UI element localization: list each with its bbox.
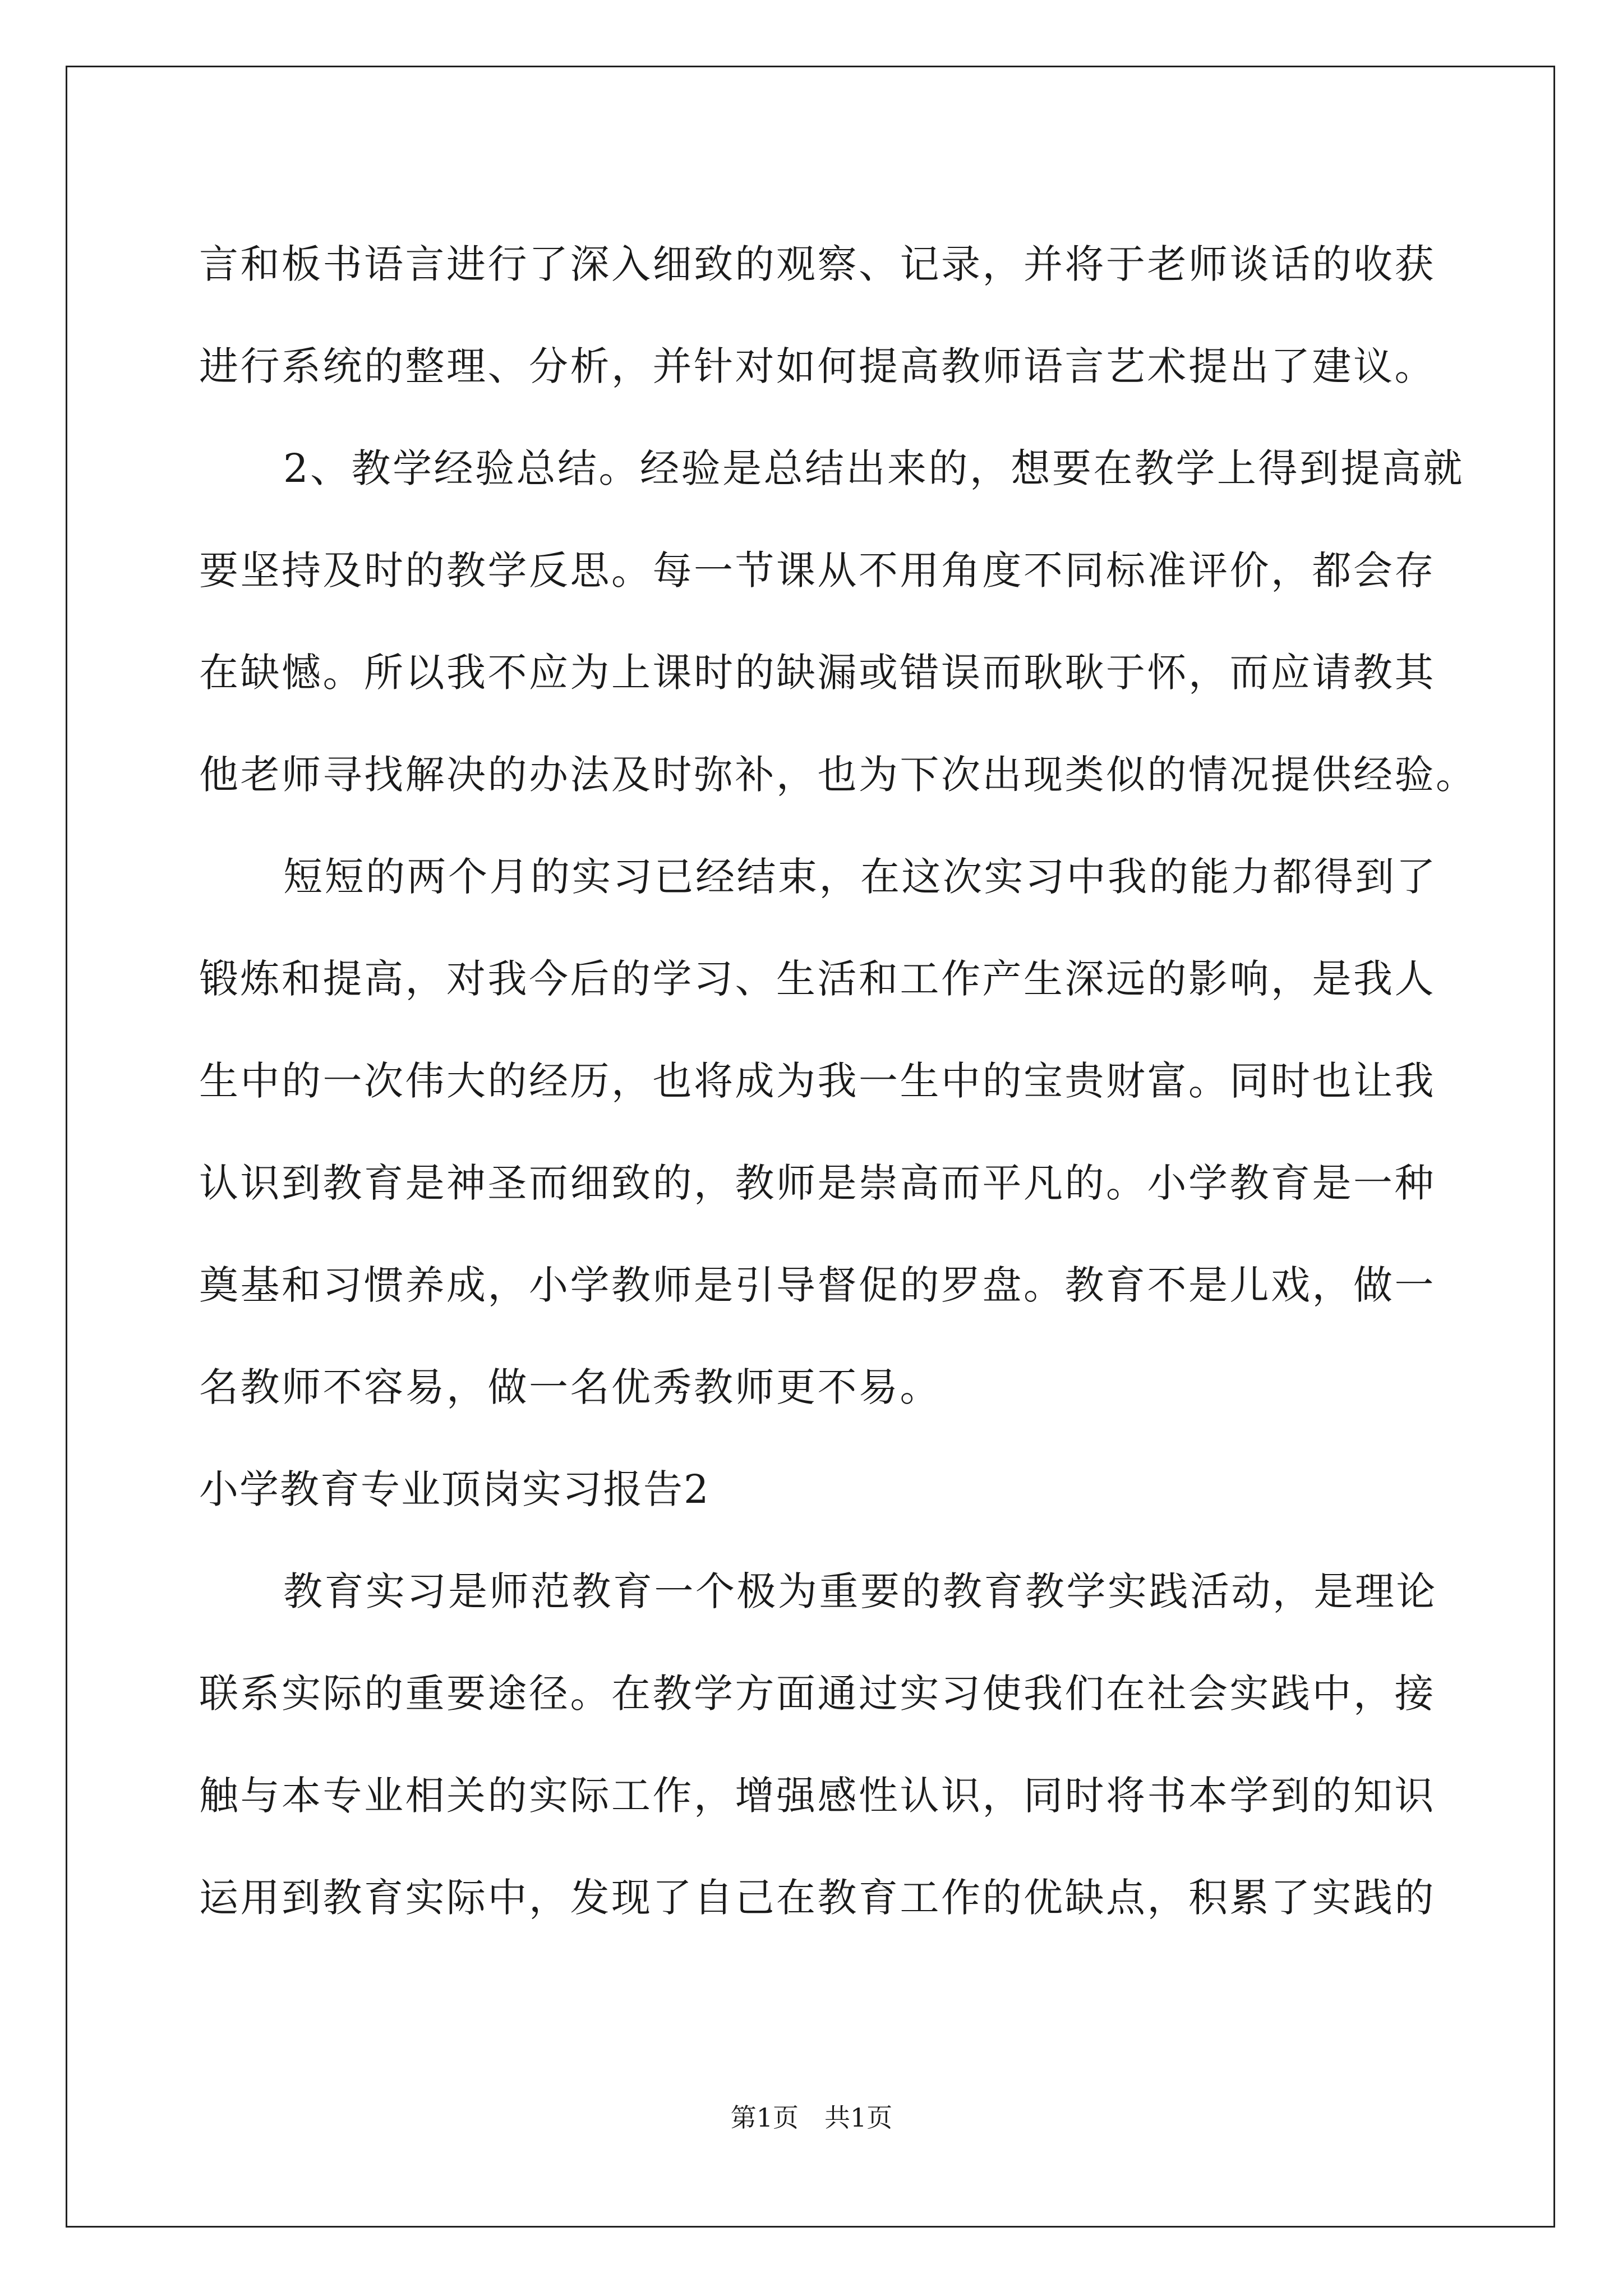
text-line: 联系实际的重要途径。在教学方面通过实习使我们在社会实践中，接 (199, 1671, 1436, 1717)
text-line: 名教师不容易，做一名优秀教师更不易。 (199, 1364, 941, 1410)
text-line: 要坚持及时的教学反思。每一节课从不用角度不同标准评价，都会存 (199, 547, 1436, 593)
text-line: 在缺憾。所以我不应为上课时的缺漏或错误而耿耿于怀，而应请教其 (199, 650, 1436, 696)
text-line: 言和板书语言进行了深入细致的观察、记录，并将于老师谈话的收获 (199, 241, 1436, 287)
paragraph-start-line: 短短的两个月的实习已经结束，在这次实习中我的能力都得到了 (283, 854, 1437, 900)
text-line: 奠基和习惯养成，小学教师是引导督促的罗盘。教育不是儿戏，做一 (199, 1262, 1436, 1308)
text-line: 生中的一次伟大的经历，也将成为我一生中的宝贵财富。同时也让我 (199, 1058, 1436, 1104)
text-line: 他老师寻找解决的办法及时弥补，也为下次出现类似的情况提供经验。 (199, 752, 1477, 798)
text-line: 运用到教育实际中，发现了自己在教育工作的优缺点，积累了实践的 (199, 1875, 1436, 1921)
section-heading: 小学教育专业顶岗实习报告2 (199, 1466, 710, 1512)
paragraph-start-line: 教育实习是师范教育一个极为重要的教育教学实践活动，是理论 (283, 1568, 1437, 1614)
text-line: 认识到教育是神圣而细致的，教师是崇高而平凡的。小学教育是一种 (199, 1160, 1436, 1206)
page-footer: 第1页 共1页 (730, 2102, 893, 2133)
document-body (199, 213, 1477, 1949)
text-line: 进行系统的整理、分析，并针对如何提高教师语言艺术提出了建议。 (199, 343, 1436, 389)
paragraph-start-line: 2、教学经验总结。经验是总结出来的，想要在教学上得到提高就 (283, 445, 1465, 491)
text-line: 锻炼和提高，对我今后的学习、生活和工作产生深远的影响，是我人 (199, 956, 1436, 1002)
text-line: 触与本专业相关的实际工作，增强感性认识，同时将书本学到的知识 (199, 1773, 1436, 1819)
